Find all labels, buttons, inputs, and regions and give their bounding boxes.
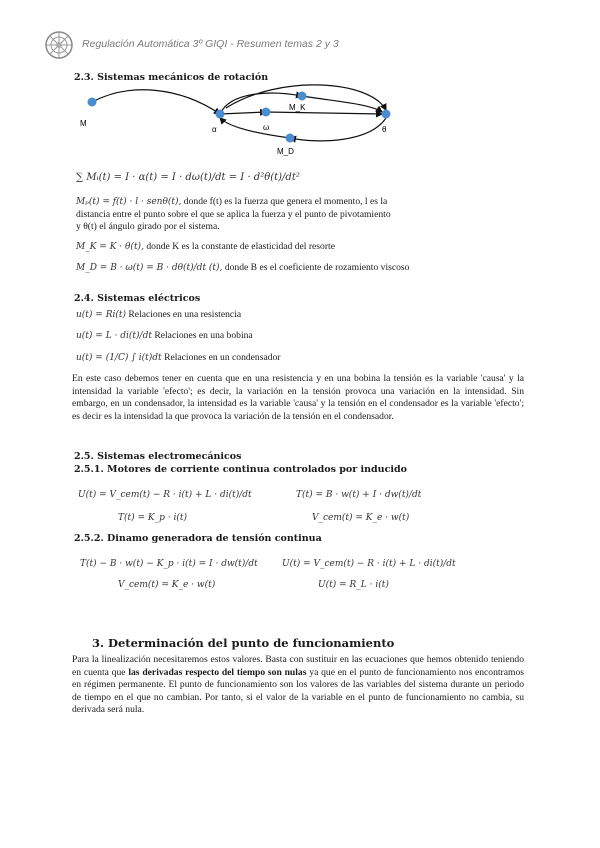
section-3-text-before: Para la linealización necesitaremos estos valores. Basta con sustituir en las ecuaciones que hemos obtenido teniendo en cuenta que <box>72 654 524 678</box>
node-alpha <box>216 110 225 119</box>
mp-text-2: distancia entre el punto sobre el que se aplica la fuerza y el punto de pivotamiento <box>76 208 391 220</box>
motor-eq-2: T(t) = K_p · i(t) <box>118 513 187 523</box>
node-md <box>286 134 295 143</box>
eq-mk: M_K = K · θ(t), <box>76 242 144 252</box>
node-mk <box>298 92 307 101</box>
motor-eq-1: U(t) = V_cem(t) − R · i(t) + L · di(t)/dt <box>78 490 252 500</box>
mp-definition <box>76 196 456 234</box>
eq-coil: u(t) = L · di(t)/dt <box>76 331 152 341</box>
md-text: donde B es el coeficiente de rozamiento viscoso <box>224 262 410 273</box>
motor-eq-4: V_cem(t) = K_e · w(t) <box>312 513 410 523</box>
mk-line <box>76 241 335 254</box>
rotation-diagram <box>70 82 400 160</box>
md-line <box>76 262 409 275</box>
eq-capacitor: u(t) = (1/C) ∫ i(t)dt <box>76 353 162 363</box>
mk-text: donde K es la constante de elasticidad del resorte <box>146 241 335 252</box>
electrical-paragraph: En este caso debemos tener en cuenta que en una resistencia y en una bobina la tensión es la variable 'causa' y la intensidad la variable 'efecto'; es decir, la variación en la tensión provoca una variación en la intensidad. Sin embargo, en un condensador, la intensidad es la variable 'causa' y la tensión en el condensador es la variable 'efecto'; es decir es la intensidad la que provoca la variación de la tensión en el condensador. <box>72 373 524 422</box>
resistance-line <box>76 309 241 322</box>
dynamo-eq-4: U(t) = R_L · i(t) <box>318 580 389 590</box>
label-mk: M_K <box>289 103 306 112</box>
eq-md: M_D = B · ω(t) = B · dθ(t)/dt (t), <box>76 263 223 273</box>
eq-torque-sum: ∑ Mᵢ(t) = I · α(t) = I · dω(t)/dt = I · d²θ(t)/dt² <box>76 172 300 183</box>
mp-text-3: y θ(t) el ángulo girado por el sistema. <box>76 221 220 233</box>
motor-eq-3: T(t) = B · w(t) + I · dw(t)/dt <box>296 490 422 500</box>
section-2-4-heading: 2.4. Sistemas eléctricos <box>74 293 201 304</box>
eq-mp: Mₚ(t) = f(t) · l · senθ(t), <box>76 197 182 207</box>
label-m: M <box>80 119 87 128</box>
university-seal-icon <box>44 30 74 60</box>
capacitor-text: Relaciones en un condensador <box>164 352 281 363</box>
label-alpha: α <box>212 125 217 134</box>
resistance-text: Relaciones en una resistencia <box>128 309 242 320</box>
dynamo-eq-3: U(t) = V_cem(t) − R · i(t) + L · di(t)/dt <box>282 559 456 569</box>
eq-resistance: u(t) = Ri(t) <box>76 310 126 320</box>
section-3-text-after: ya que en el punto de funcionamiento nos encontramos en régimen permanente. El punto de funcionamiento son los valores de las variables del sistema durante un periodo de tiempo en el que no cambian. Por tanto, si el valor de la variable en el punto de funcionamiento no cambia, su derivada será nula. <box>72 666 525 716</box>
node-theta <box>382 110 391 119</box>
capacitor-line <box>76 352 281 365</box>
dynamo-eq-1: T(t) − B · w(t) − K_p · i(t) = I · dw(t)/dt <box>80 559 258 569</box>
section-2-5-2-heading: 2.5.2. Dinamo generadora de tensión continua <box>74 533 322 544</box>
label-theta: θ <box>382 125 387 134</box>
section-2-5-heading: 2.5. Sistemas electromecánicos <box>74 451 242 462</box>
node-omega <box>262 108 271 117</box>
label-omega: ω <box>263 123 270 132</box>
section-3-paragraph <box>72 654 524 717</box>
section-3-text-bold: las derivadas respecto del tiempo son nulas <box>128 666 307 678</box>
section-2-3-heading: 2.3. Sistemas mecánicos de rotación <box>74 72 269 83</box>
section-3-heading: 3. Determinación del punto de funcionamiento <box>92 636 395 650</box>
page-header-title: Regulación Automática 3º GIQI - Resumen temas 2 y 3 <box>82 38 339 50</box>
label-md: M_D <box>277 147 294 156</box>
dynamo-eq-2: V_cem(t) = K_e · w(t) <box>118 580 216 590</box>
coil-line <box>76 330 253 343</box>
mp-text-1: donde f(t) es la fuerza que genera el momento, l es la <box>183 196 388 207</box>
coil-text: Relaciones en una bobina <box>154 330 253 341</box>
node-m <box>88 98 97 107</box>
section-2-5-1-heading: 2.5.1. Motores de corriente continua controlados por inducido <box>74 464 407 475</box>
